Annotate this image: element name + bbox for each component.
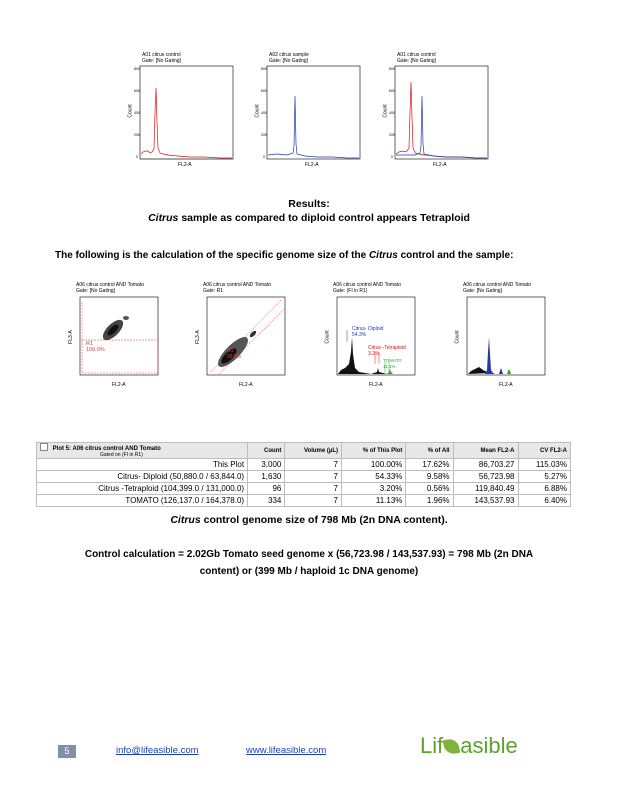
cell-mean: 56,723.98: [453, 471, 518, 483]
table-row: [37, 495, 571, 507]
scatter-plot-gated-r1: [195, 282, 295, 402]
plot-xlabel: FL2-A: [305, 162, 319, 168]
plot-gate: Gate: (FI in R1): [333, 288, 368, 294]
column-header-volume: Volume (µL): [285, 443, 342, 459]
table-title: Plot 5: A06 citrus control AND Tomato: [52, 446, 161, 452]
region-label: R1: [227, 348, 234, 354]
cell-cv: 6.88%: [518, 483, 571, 495]
svg-text:800: 800: [389, 67, 395, 71]
region-value: 100.0%: [86, 347, 105, 353]
table-header-row: [37, 443, 571, 459]
gate-label-tomato: TOMATO: [383, 358, 402, 363]
table-caption-text: control genome size of 798 Mb (2n DNA content).: [200, 514, 448, 526]
cell-pct-plot: 11.13%: [342, 495, 406, 507]
svg-text:600: 600: [261, 89, 267, 93]
plot-ylabel: Count: [127, 104, 134, 118]
plot-xlabel: FL2-A: [178, 162, 192, 168]
table-row: [37, 483, 571, 495]
cell-cv: 5.27%: [518, 471, 571, 483]
histogram-plot-ungated: [455, 282, 555, 402]
cell-volume: 7: [285, 483, 342, 495]
italic-species-name: Citrus: [368, 250, 398, 261]
plot-ylabel: Count: [324, 330, 331, 344]
svg-text:600: 600: [389, 89, 395, 93]
plot-title: A06 citrus control AND Tomato: [333, 282, 401, 288]
cell-cv: 115.03%: [518, 459, 571, 471]
histogram-plot-overlay: [382, 52, 495, 170]
table-subtitle: Gated on (FI in R1): [100, 452, 143, 458]
plot-title: A06 citrus control AND Tomato: [463, 282, 531, 288]
cell-pct-all: 1.96%: [406, 495, 453, 507]
plot-xlabel: FL2-A: [433, 162, 447, 168]
cell-count: 96: [248, 483, 285, 495]
cell-volume: 7: [285, 471, 342, 483]
plot-gate: Gate: [No Gating]: [397, 58, 436, 64]
logo-text-end: asible: [460, 733, 518, 758]
plot-ylabel: Count: [454, 330, 461, 344]
cell-count: 3,000: [248, 459, 285, 471]
plot-gate: Gate: [No Gating]: [463, 288, 502, 294]
region-value: 99.5%: [227, 354, 242, 360]
svg-text:800: 800: [134, 67, 140, 71]
cell-volume: 7: [285, 495, 342, 507]
plot-title: A06 citrus control AND Tomato: [203, 282, 271, 288]
italic-species-name: Citrus: [170, 514, 201, 526]
row-name: This Plot: [37, 459, 248, 471]
plot-ylabel: Count: [382, 104, 389, 118]
histogram-plot-citrus-control: [127, 52, 240, 170]
table-caption: [0, 514, 618, 526]
email-link[interactable]: info@lifeasible.com: [116, 745, 199, 756]
plot-gate: Gate: R1: [203, 288, 224, 294]
histogram-chart: [382, 52, 495, 170]
cell-mean: 143,537.93: [453, 495, 518, 507]
italic-species-name: Citrus: [148, 212, 179, 224]
plot-gate: Gate: [No Gating]: [269, 58, 308, 64]
table-title-cell: [37, 443, 248, 459]
plot-ylabel: FL3-A: [194, 330, 201, 344]
cell-cv: 6.40%: [518, 495, 571, 507]
cell-pct-all: 9.58%: [406, 471, 453, 483]
row-name: Citrus- Diploid (50,880.0 / 63,844.0): [37, 471, 248, 483]
row-name: Citrus -Tetraploid (104,399.0 / 131,000.0): [37, 483, 248, 495]
gate-value-tetraploid: 3.2%: [368, 351, 380, 357]
plot-gate: Gate: [No Gating]: [142, 58, 181, 64]
control-calculation-line1: Control calculation = 2.02Gb Tomato seed genome x (56,723.98 / 143,537.93) = 798 Mb (2n DNA: [84, 549, 534, 560]
cell-pct-plot: 100.00%: [342, 459, 406, 471]
website-link[interactable]: www.lifeasible.com: [246, 745, 327, 756]
plot-title: A01 citrus control: [397, 52, 436, 58]
svg-text:200: 200: [389, 133, 395, 137]
calculation-intro: [55, 250, 575, 261]
plot-xlabel: FL2-A: [499, 382, 513, 388]
column-header-cv: CV FL2-A: [518, 443, 571, 459]
cell-pct-plot: 54.33%: [342, 471, 406, 483]
gate-value-tomato: 11.1%: [383, 364, 396, 369]
svg-text:200: 200: [261, 133, 267, 137]
cell-count: 334: [248, 495, 285, 507]
cell-pct-all: 17.62%: [406, 459, 453, 471]
control-calculation-line2: content) or (399 Mb / haploid 1c DNA genome): [199, 566, 419, 577]
table-row: [37, 471, 571, 483]
histogram-chart: [254, 52, 367, 170]
svg-text:600: 600: [134, 89, 140, 93]
calculation-intro-text-end: control and the sample:: [397, 250, 514, 261]
company-logo: [420, 733, 518, 759]
svg-text:200: 200: [134, 133, 140, 137]
column-header-count: Count: [248, 443, 285, 459]
calculation-intro-text: The following is the calculation of the specific genome size of the: [55, 250, 369, 261]
leaf-icon: [443, 738, 460, 755]
row-name: TOMATO (126,137.0 / 164,378.0): [37, 495, 248, 507]
svg-text:0: 0: [136, 155, 138, 159]
svg-text:0: 0: [263, 155, 265, 159]
svg-text:400: 400: [261, 111, 267, 115]
page-number: 5: [58, 745, 76, 758]
column-header-mean: Mean FL2-A: [453, 443, 518, 459]
histogram-chart: [127, 52, 240, 170]
plot-xlabel: FL2-A: [112, 382, 126, 388]
cell-pct-all: 0.56%: [406, 483, 453, 495]
svg-text:400: 400: [134, 111, 140, 115]
plot-title: A01 citrus control: [142, 52, 181, 58]
cell-count: 1,630: [248, 471, 285, 483]
scatter-plot-ungated: [68, 282, 168, 402]
plot-ylabel: FL3-A: [67, 330, 74, 344]
svg-text:0: 0: [391, 155, 393, 159]
cell-mean: 86,703.27: [453, 459, 518, 471]
table-row: [37, 459, 571, 471]
plot-gate: Gate: [No Gating]: [76, 288, 115, 294]
cell-mean: 119,840.49: [453, 483, 518, 495]
gate-label-tetraploid: Citrus -Tetraploid: [368, 345, 406, 351]
plot-title: A06 citrus control AND Tomato: [76, 282, 144, 288]
plot-ylabel: Count: [254, 104, 261, 118]
checkbox-icon[interactable]: [40, 443, 48, 451]
column-header-pct-plot: % of This Plot: [342, 443, 406, 459]
column-header-pct-all: % of All: [406, 443, 453, 459]
svg-text:800: 800: [261, 67, 267, 71]
logo-text-start: Lif: [420, 733, 444, 758]
results-statement: [0, 212, 618, 224]
statistics-table: [36, 442, 571, 507]
results-statement-text: sample as compared to diploid control appears Tetraploid: [178, 212, 470, 224]
svg-text:400: 400: [389, 111, 395, 115]
cell-volume: 7: [285, 459, 342, 471]
gate-value-diploid: 54.3%: [352, 332, 367, 338]
histogram-plot-gated-populations: [325, 282, 425, 402]
cell-pct-plot: 3.20%: [342, 483, 406, 495]
region-label: R1: [86, 341, 94, 347]
results-heading: Results:: [288, 198, 330, 210]
plot-xlabel: FL2-A: [239, 382, 253, 388]
plot-xlabel: FL2-A: [369, 382, 383, 388]
gate-label-diploid: Citrus- Diploid: [352, 326, 384, 332]
plot-title: A02 citrus sample: [269, 52, 309, 58]
histogram-plot-citrus-sample: [254, 52, 367, 170]
